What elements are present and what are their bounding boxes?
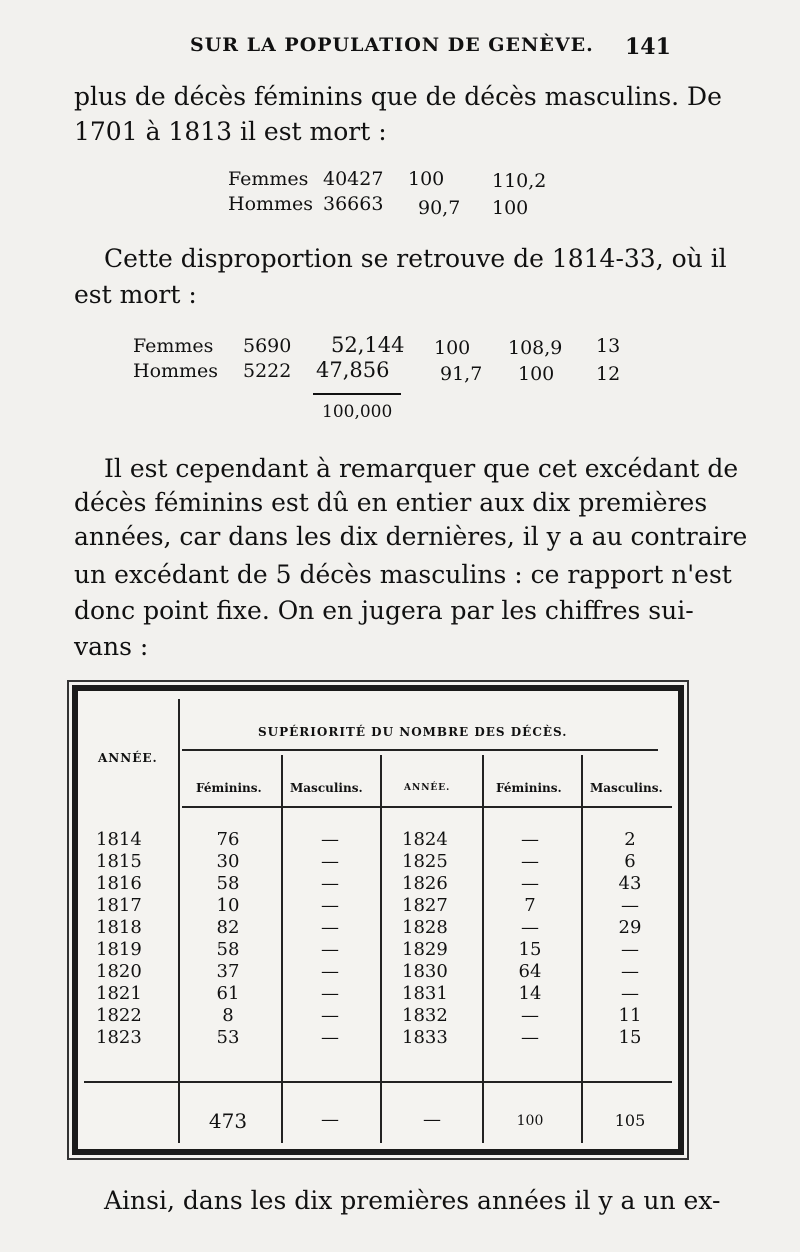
stat1-hommes-index: 90,7: [418, 197, 461, 219]
table-cell-fem-2: 64: [518, 961, 542, 982]
table-cell-masc-2: —: [621, 961, 639, 982]
table-cell-fem-2: —: [521, 851, 539, 872]
stat1-femmes-index: 100: [408, 168, 445, 190]
table-cell-fem-1: 58: [216, 939, 240, 960]
table-cell-year-2: 1829: [402, 939, 448, 960]
sub-header-year-2: ANNÉE.: [404, 783, 451, 793]
p2-line-2: est mort :: [74, 280, 197, 309]
p3-line-3: années, car dans les dix dernières, il y a au contraire: [74, 522, 748, 551]
table-cell-fem-2: 14: [518, 983, 542, 1004]
table-cell-masc-1: —: [321, 829, 339, 850]
table-cell-fem-1: 10: [216, 895, 240, 916]
table-cell-fem-1: 76: [216, 829, 240, 850]
total-year-2: —: [423, 1109, 441, 1130]
table-cell-masc-2: 11: [618, 1005, 642, 1026]
p4-line-1: Ainsi, dans les dix premières années il y a un ex-: [104, 1186, 721, 1215]
p3-line-1: Il est cependant à remarquer que cet excédant de: [104, 454, 739, 483]
table-cell-masc-2: 2: [624, 829, 636, 850]
table-cell-masc-2: 15: [618, 1027, 642, 1048]
col-divider: [380, 755, 382, 1143]
stat2-femmes-ratio: 108,9: [508, 337, 563, 359]
table-cell-year-1: 1814: [96, 829, 142, 850]
table-cell-fem-1: 61: [216, 983, 240, 1004]
table-cell-year-1: 1817: [96, 895, 142, 916]
deaths-table: [72, 685, 684, 1155]
total-rule: [84, 1081, 672, 1083]
total-masc-1: —: [321, 1109, 339, 1130]
table-cell-masc-1: —: [321, 939, 339, 960]
p3-line-2: décès féminins est dû en entier aux dix premières: [74, 488, 708, 517]
col-year-header: ANNÉE.: [98, 751, 158, 765]
table-cell-year-2: 1833: [402, 1027, 448, 1048]
p3-line-5: donc point fixe. On en jugera par les chiffres sui-: [74, 596, 694, 625]
sum-rule: [313, 393, 401, 395]
stat2-hommes-pct: 47,856: [316, 358, 390, 382]
table-cell-year-2: 1827: [402, 895, 448, 916]
total-fem-2: 100: [516, 1113, 544, 1129]
table-cell-year-2: 1831: [402, 983, 448, 1004]
table-cell-masc-2: 29: [618, 917, 642, 938]
sub-header-masc-1: Masculins.: [290, 781, 363, 795]
total-masc-2: 105: [614, 1111, 646, 1130]
stat2-label-hommes: Hommes: [133, 360, 219, 382]
sub-header-fem-1: Féminins.: [196, 781, 262, 795]
table-cell-masc-2: 43: [618, 873, 642, 894]
stat2-hommes-count: 5222: [243, 360, 292, 382]
sub-header-masc-2: Masculins.: [590, 781, 663, 795]
stat2-total: 100,000: [322, 402, 393, 422]
table-cell-masc-1: —: [321, 1005, 339, 1026]
sub-header-fem-2: Féminins.: [496, 781, 562, 795]
table-cell-masc-2: —: [621, 895, 639, 916]
table-cell-fem-1: 37: [216, 961, 240, 982]
table-cell-masc-1: —: [321, 895, 339, 916]
stat2-femmes-count: 5690: [243, 335, 292, 357]
stat2-hommes-e: 12: [596, 363, 621, 385]
total-fem-1: 473: [208, 1109, 248, 1133]
table-cell-year-2: 1824: [402, 829, 448, 850]
table-cell-masc-1: —: [321, 873, 339, 894]
table-cell-masc-1: —: [321, 961, 339, 982]
table-cell-year-1: 1822: [96, 1005, 142, 1026]
stat1-femmes-count: 40427: [323, 168, 384, 190]
stat2-label-femmes: Femmes: [133, 335, 214, 357]
stat2-hommes-index: 91,7: [440, 363, 483, 385]
table-cell-masc-1: —: [321, 917, 339, 938]
table-cell-fem-2: —: [521, 1005, 539, 1026]
table-cell-year-2: 1826: [402, 873, 448, 894]
table-cell-fem-1: 82: [216, 917, 240, 938]
p3-line-4: un excédant de 5 décès masculins : ce rapport n'est: [74, 560, 732, 589]
table-cell-fem-2: —: [521, 917, 539, 938]
stat2-hommes-ratio: 100: [518, 363, 555, 385]
stat1-hommes-count: 36663: [323, 193, 384, 215]
table-title: SUPÉRIORITÉ DU NOMBRE DES DÉCÈS.: [258, 725, 568, 739]
table-cell-fem-1: 53: [216, 1027, 240, 1048]
col-divider: [281, 755, 283, 1143]
table-cell-fem-2: —: [521, 829, 539, 850]
header-rule: [182, 806, 672, 808]
table-cell-year-1: 1819: [96, 939, 142, 960]
col-divider: [178, 699, 180, 1143]
table-cell-year-2: 1832: [402, 1005, 448, 1026]
table-cell-year-2: 1828: [402, 917, 448, 938]
table-cell-year-1: 1816: [96, 873, 142, 894]
table-cell-fem-1: 30: [216, 851, 240, 872]
table-cell-fem-2: 15: [518, 939, 542, 960]
table-cell-fem-2: —: [521, 873, 539, 894]
stat2-femmes-index: 100: [434, 337, 471, 359]
table-cell-year-1: 1821: [96, 983, 142, 1004]
running-head: SUR LA POPULATION DE GENÈVE.: [190, 34, 594, 56]
table-cell-masc-2: —: [621, 983, 639, 1004]
table-cell-masc-2: —: [621, 939, 639, 960]
p1-line-2: 1701 à 1813 il est mort :: [74, 117, 387, 146]
stat2-femmes-e: 13: [596, 335, 621, 357]
p1-line-1: plus de décès féminins que de décès masculins. De: [74, 82, 722, 111]
p3-line-6: vans :: [74, 632, 149, 661]
table-cell-masc-1: —: [321, 851, 339, 872]
title-rule: [182, 749, 658, 751]
table-cell-fem-2: —: [521, 1027, 539, 1048]
table-cell-masc-1: —: [321, 983, 339, 1004]
p2-line-1: Cette disproportion se retrouve de 1814-33, où il: [104, 244, 727, 273]
col-divider: [482, 755, 484, 1143]
table-cell-fem-1: 8: [222, 1005, 234, 1026]
table-cell-masc-2: 6: [624, 851, 636, 872]
stat1-label-femmes: Femmes: [228, 168, 309, 190]
stat1-hommes-ratio: 100: [492, 197, 529, 219]
table-cell-year-1: 1815: [96, 851, 142, 872]
table-cell-year-1: 1823: [96, 1027, 142, 1048]
stat2-femmes-pct: 52,144: [331, 333, 405, 357]
table-cell-fem-1: 58: [216, 873, 240, 894]
stat1-femmes-ratio: 110,2: [492, 170, 547, 192]
table-cell-year-1: 1820: [96, 961, 142, 982]
table-cell-masc-1: —: [321, 1027, 339, 1048]
page-number: 141: [625, 34, 671, 60]
table-cell-year-2: 1825: [402, 851, 448, 872]
col-divider: [581, 755, 583, 1143]
table-cell-year-2: 1830: [402, 961, 448, 982]
stat1-label-hommes: Hommes: [228, 193, 314, 215]
table-cell-fem-2: 7: [524, 895, 536, 916]
table-cell-year-1: 1818: [96, 917, 142, 938]
